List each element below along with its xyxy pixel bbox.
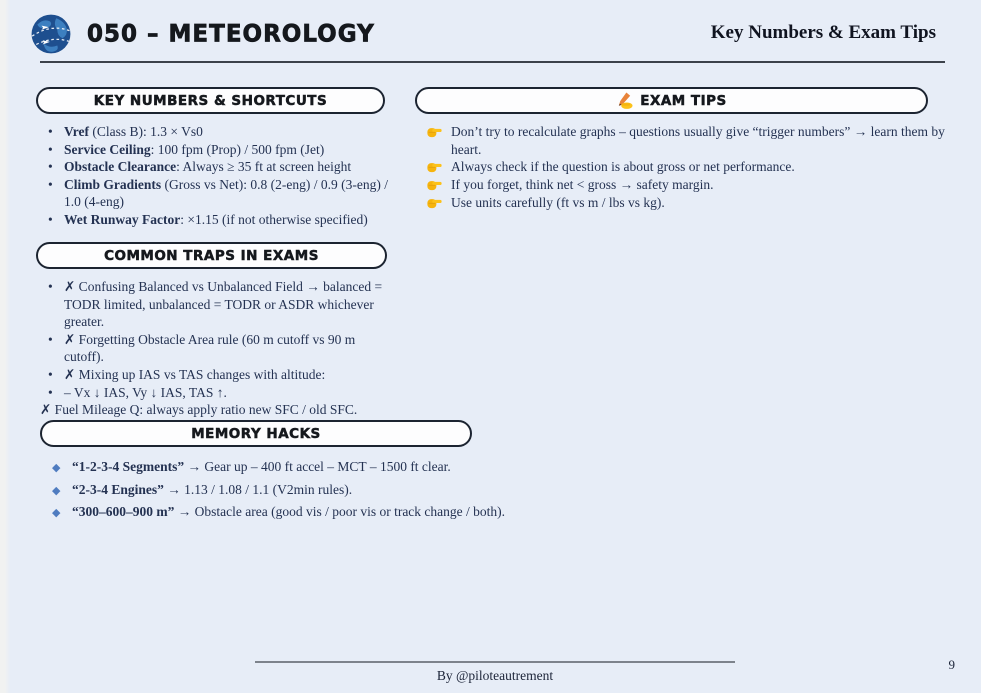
section-title: COMMON TRAPS IN EXAMS [104, 247, 319, 264]
item-text: → 1.13 / 1.08 / 1.1 (V2min rules). [163, 481, 353, 497]
common-traps-list [48, 278, 394, 401]
list-item [427, 176, 977, 194]
traps-footnote: ✗ Fuel Mileage Q: always apply ratio new SFC / old SFC. [40, 402, 358, 418]
item-text: (Gross vs Net): 0.8 (2-eng) / 0.9 (3-eng) / 1.0 (4-eng) [64, 176, 388, 210]
section-common-traps [36, 242, 394, 419]
bullet-icon: • [48, 366, 53, 382]
list-item [48, 331, 394, 366]
item-term: Service Ceiling [64, 141, 151, 157]
list-item [427, 158, 977, 176]
item-text: – Vx ↓ IAS, Vy ↓ IAS, TAS ↑. [64, 384, 227, 400]
item-text: → Obstacle area (good vis / poor vis or track change / both). [174, 504, 506, 520]
pointing-finger-icon [427, 196, 442, 209]
list-item [48, 211, 392, 229]
item-text: If you forget, think net < gross → safety margin. [451, 177, 714, 193]
pointing-finger-icon [427, 125, 442, 138]
bullet-icon: • [48, 331, 53, 347]
item-term: Wet Runway Factor [64, 211, 181, 227]
section-key-numbers [36, 87, 392, 229]
list-item [52, 501, 545, 524]
globe-airplanes-icon [30, 13, 72, 55]
item-term: Vref [64, 124, 89, 139]
header-divider [40, 61, 945, 63]
item-text: : ×1.15 (if not otherwise specified) [180, 211, 368, 227]
page-title: 050 – METEOROLOGY [87, 20, 375, 48]
list-item [52, 456, 545, 479]
list-item [427, 123, 977, 158]
list-item [48, 278, 394, 331]
footer-divider [255, 661, 735, 663]
item-text: : 100 fpm (Prop) / 500 fpm (Jet) [150, 141, 325, 157]
section-title: MEMORY HACKS [191, 425, 321, 442]
exam-tips-list [427, 123, 977, 212]
diamond-bullet-icon: ◆ [52, 461, 61, 474]
bullet-icon: • [48, 141, 53, 157]
item-text: → Gear up – 400 ft accel – MCT – 1500 ft clear. [184, 459, 451, 474]
section-title-box [415, 87, 928, 114]
bullet-icon: • [48, 124, 53, 139]
item-text: ✗ Mixing up IAS vs TAS changes with altitude: [64, 366, 326, 382]
item-term: “1-2-3-4 Segments” [72, 459, 185, 474]
header-brand [30, 13, 375, 55]
footer-credit: By @piloteautrement [436, 668, 554, 683]
section-title: KEY NUMBERS & SHORTCUTS [93, 92, 328, 109]
section-memory-hacks [40, 420, 545, 524]
pointing-finger-icon [427, 178, 442, 191]
item-text: (Class B): 1.3 × Vs0 [88, 124, 203, 139]
item-text: ✗ Confusing Balanced vs Unbalanced Field → balanced = TODR limited, unbalanced = TODR or ASDR whichever greater. [64, 279, 383, 330]
list-item [48, 123, 392, 141]
item-text: ✗ Forgetting Obstacle Area rule (60 m cutoff vs 90 m cutoff). [64, 331, 356, 365]
item-text: : Always ≥ 35 ft at screen height [176, 159, 352, 175]
list-item [52, 479, 545, 502]
section-title-box [36, 87, 385, 114]
list-item [48, 141, 392, 159]
item-text: Don’t try to recalculate graphs – questions usually give “trigger numbers” → learn them by heart. [451, 124, 945, 157]
pointing-finger-icon [427, 160, 442, 173]
bullet-icon: • [48, 211, 53, 227]
section-title-text: EXAM TIPS [640, 92, 727, 109]
memory-hacks-list [52, 456, 545, 524]
item-text: Use units carefully (ft vs m / lbs vs kg). [451, 194, 665, 210]
item-text: Always check if the question is about gross or net performance. [451, 159, 795, 175]
item-term: Climb Gradients [64, 176, 162, 192]
list-item [427, 194, 977, 212]
diamond-bullet-icon: ◆ [52, 483, 61, 497]
list-item [48, 158, 392, 176]
page-subtitle: Key Numbers & Exam Tips [710, 22, 936, 43]
section-title-box [36, 242, 387, 269]
writing-hand-icon [616, 92, 633, 109]
list-item [48, 176, 392, 211]
item-term: Obstacle Clearance [64, 159, 177, 175]
key-numbers-list [48, 123, 392, 229]
list-item [48, 384, 394, 402]
page-number: 9 [948, 657, 955, 672]
bullet-icon: • [48, 384, 53, 400]
item-term: “2-3-4 Engines” [72, 481, 164, 497]
section-title-box [40, 420, 472, 447]
list-item [48, 366, 394, 384]
bullet-icon: • [48, 279, 53, 294]
section-title [616, 92, 727, 109]
bullet-icon: • [48, 176, 53, 192]
diamond-bullet-icon: ◆ [52, 506, 61, 520]
bullet-icon: • [48, 159, 53, 175]
item-term: “300–600–900 m” [72, 504, 175, 520]
section-exam-tips [415, 87, 977, 212]
